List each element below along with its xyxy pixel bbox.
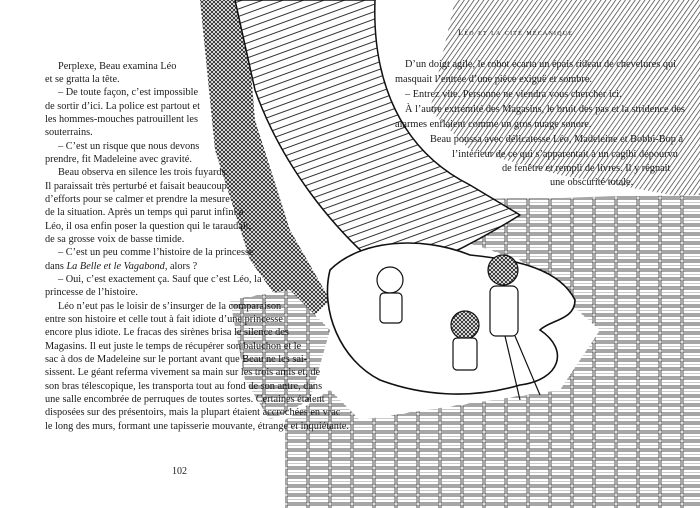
text-line: Léo, il osa enfin poser la question qui le taraudait,	[45, 221, 252, 232]
text-line: – C’est un peu comme l’histoire de la princesse	[58, 247, 254, 258]
book-title: La Belle et le Vagabond	[66, 261, 165, 272]
text-line: d’efforts pour se calmer et prendre la mesure	[45, 194, 230, 205]
text-line: et se gratta la tête.	[45, 74, 120, 85]
text-line: souterrains.	[45, 127, 93, 138]
text-line: prendre, fit Madeleine avec gravité.	[45, 154, 192, 165]
text-line: l’intérieur de ce qui s’apparentait à un cagibi dépourvu	[452, 149, 678, 160]
text-line: sissent. Le géant referma vivement sa main sur les trois amis et, de	[45, 367, 321, 378]
text-line: Léo n’eut pas le loisir de s’insurger de la comparaison	[58, 301, 282, 312]
text-line: encore plus idiote. Le fracas des sirènes brisa le silence des	[45, 327, 289, 338]
text-line: une obscurité totale.	[550, 177, 634, 188]
text-line: D’un doigt agile, le robot écarta un épais rideau de chevelures qui	[405, 59, 677, 70]
text-line: entre son histoire et celle tout à fait idiote d’une princesse	[45, 314, 283, 325]
text-span: , alors ?	[164, 261, 198, 272]
text-line: Magasins. Il eut juste le temps de récupérer son baluchon et le	[45, 341, 302, 352]
text-line: Beau poussa avec délicatesse Léo, Madeleine et Bobbi-Bop à	[430, 134, 684, 145]
text-line: disposées sur des présentoirs, mais la plupart étaient accrochées en vrac	[45, 407, 341, 418]
text-span: dans	[45, 261, 67, 272]
text-line: de sortir d’ici. La police est partout et	[45, 101, 200, 112]
text-line: – Oui, c’est exactement ça. Sauf que c’est Léo, la	[58, 274, 262, 285]
text-line: – C’est un risque que nous devons	[58, 141, 200, 152]
text-line: princesse de l’histoire.	[45, 287, 138, 298]
text-line: de la situation. Après un temps qui parut infini à	[45, 207, 244, 218]
text-line: – De toute façon, c’est impossible	[58, 87, 199, 98]
text-line: de sa grosse voix de basse timide.	[45, 234, 185, 245]
text-line: le long des murs, formant une tapisserie mouvante, étrange et inquiétante.	[45, 421, 349, 432]
text-line: masquait l’entrée d’une pièce exiguë et sombre.	[395, 74, 592, 85]
text-line: son bras télescopique, les transporta tout au fond de son antre, dans	[45, 381, 323, 392]
text-line: de fenêtre et rempli de livres. Il y régnait	[502, 163, 671, 174]
text-line: alarmes enflaient comme un gros nuage sonore.	[395, 119, 592, 130]
text-line: Perplexe, Beau examina Léo	[58, 61, 177, 72]
text-line: les hommes-mouches patrouillent les	[45, 114, 198, 125]
text-line: Il paraissait très perturbé et faisait beaucoup	[45, 181, 227, 192]
text-line: une salle encombrée de perruques de toutes sortes. Certaines étaient	[45, 394, 325, 405]
page-number: 102	[172, 466, 187, 477]
text-line: Beau observa en silence les trois fuyards.	[58, 167, 229, 178]
text-line: À l’autre extrémité des Magasins, le bruit des pas et la stridence des	[405, 104, 685, 115]
running-header: Léo et la cité mécanique	[458, 27, 574, 37]
text-line: – Entrez vite. Personne ne viendra vous chercher ici.	[405, 89, 622, 100]
text-line: sac à dos de Madeleine sur le portant avant que Beau ne les sai-	[45, 354, 308, 365]
